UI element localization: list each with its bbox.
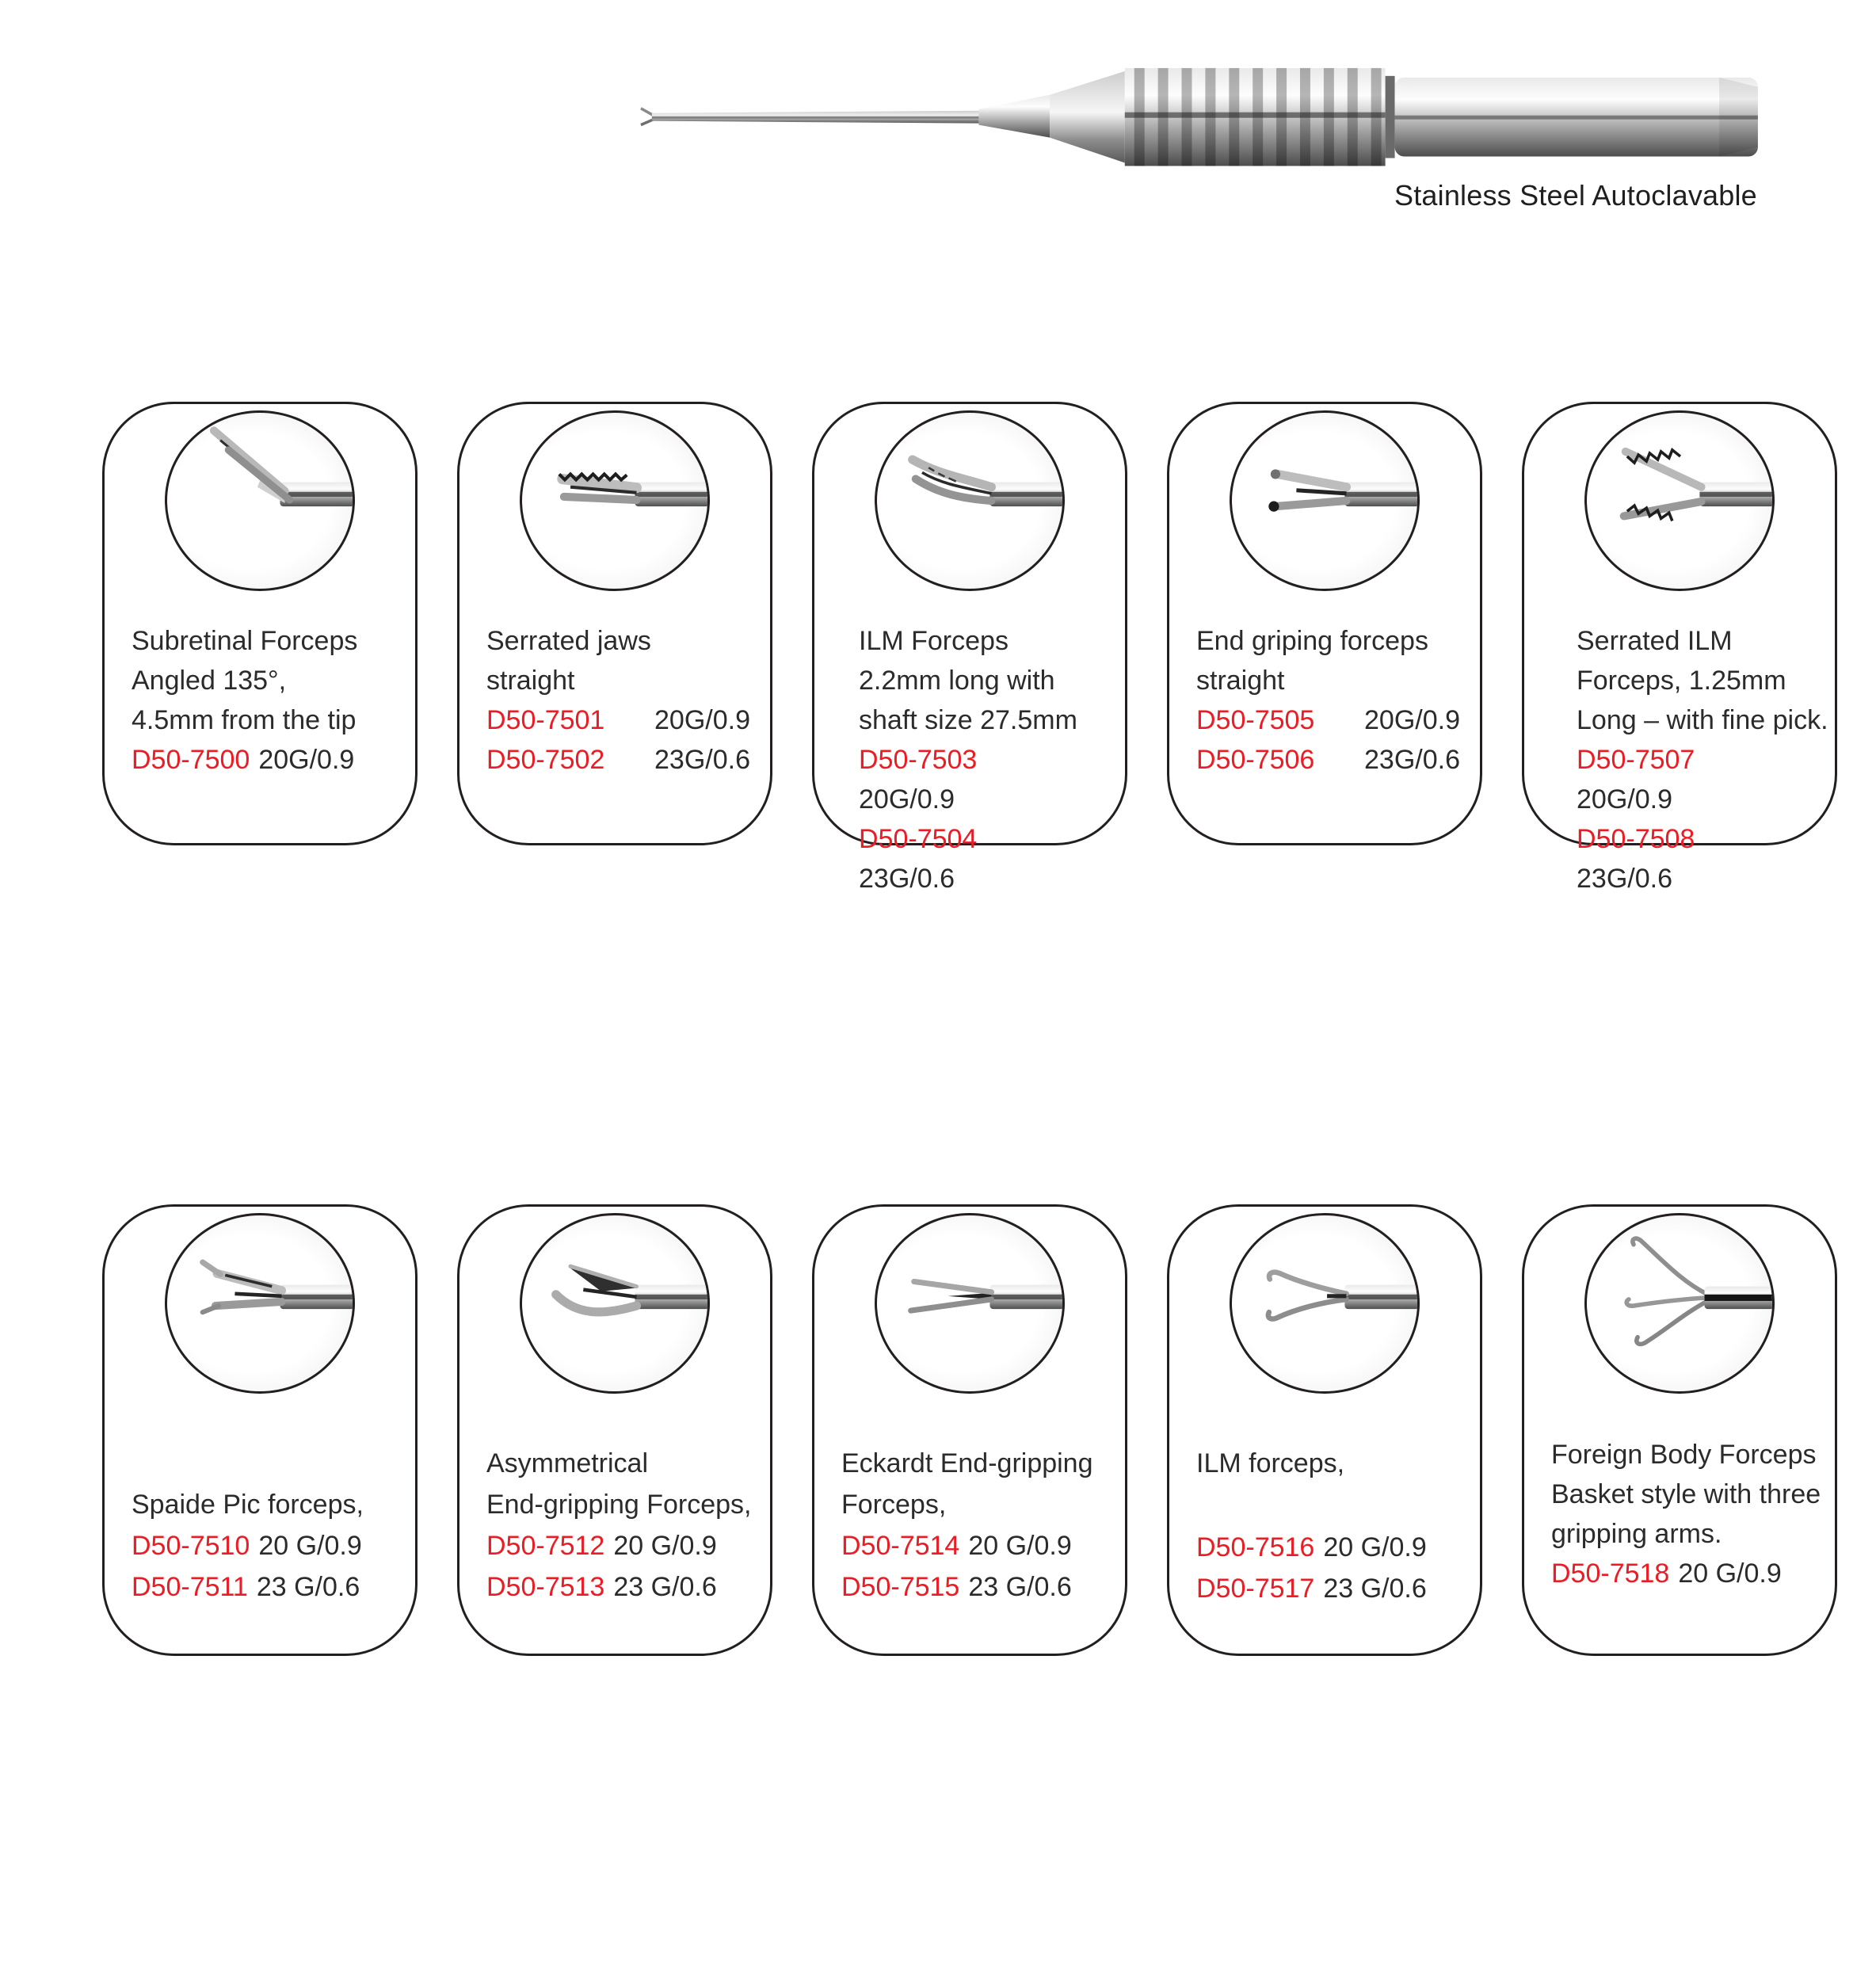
product-gauge: 23 G/0.6: [256, 1572, 360, 1602]
product-photo: [1584, 1213, 1775, 1394]
product-text: [814, 1443, 1125, 1608]
product-code-line: [841, 1525, 1117, 1566]
product-codes: [1551, 1554, 1827, 1593]
product-name: [859, 621, 1117, 740]
product-code-line: [1577, 819, 1835, 898]
product-text: [105, 621, 415, 780]
product-code-line: [132, 740, 407, 780]
product-codes: [486, 700, 762, 780]
product-codes: [132, 740, 407, 780]
product-codes: [1196, 1527, 1472, 1609]
ilm-open-tip: [1232, 1215, 1417, 1391]
product-card: [1522, 402, 1837, 894]
product-gauge: 23G/0.6: [1364, 745, 1460, 775]
product-name-line: shaft size 27.5mm: [859, 705, 1077, 735]
product-code: D50-7518: [1551, 1558, 1670, 1589]
product-name-line: Angled 135°,: [132, 666, 287, 696]
product-photo: [1230, 410, 1420, 591]
product-card: [1167, 402, 1482, 845]
ilm-curved-tip: [877, 413, 1062, 589]
product-photo: [520, 410, 710, 591]
product-code-line: [1196, 700, 1472, 740]
product-name: [1551, 1435, 1827, 1554]
product-text: [1169, 621, 1480, 780]
product-text: [1524, 1435, 1835, 1593]
product-code-line: [486, 700, 762, 740]
product-name-line: Subretinal Forceps: [132, 626, 358, 656]
product-name: [1196, 1443, 1472, 1484]
product-code-line: [1196, 1568, 1472, 1609]
basket-tip: [1587, 1215, 1772, 1391]
product-code: D50-7507: [1577, 745, 1695, 775]
product-codes: [486, 1525, 762, 1608]
product-gauge: 20G/0.9: [258, 745, 355, 775]
product-text: [814, 621, 1125, 898]
product-name-line: gripping arms.: [1551, 1519, 1722, 1549]
product-card: [457, 1204, 772, 1656]
product-code: D50-7502: [486, 745, 605, 775]
product-code: D50-7504: [859, 824, 978, 854]
product-name-line: straight: [486, 666, 575, 696]
product-photo: [165, 410, 355, 591]
product-gauge: 20 G/0.9: [613, 1531, 717, 1561]
product-gauge: 20G/0.9: [1364, 705, 1460, 735]
product-gauge: 20 G/0.9: [1323, 1532, 1427, 1562]
product-name-line: End griping forceps: [1196, 626, 1428, 656]
product-codes: [1577, 740, 1835, 898]
product-name-line: 2.2mm long with: [859, 666, 1055, 696]
product-gauge: 23 G/0.6: [613, 1572, 717, 1602]
product-photo: [1584, 410, 1775, 591]
product-code: D50-7511: [132, 1572, 248, 1602]
product-photo: [165, 1213, 355, 1394]
product-name: [486, 621, 762, 700]
forceps-handle-illustration: [630, 46, 1771, 181]
serrated-straight-tip: [522, 413, 707, 589]
product-codes: [859, 740, 1117, 898]
product-text: [105, 1443, 415, 1608]
product-gauge: 23G/0.6: [1577, 864, 1672, 894]
product-text: [1169, 1443, 1480, 1609]
product-code: D50-7510: [132, 1531, 250, 1561]
product-name-line: Asymmetrical: [486, 1448, 649, 1478]
product-name: [486, 1443, 762, 1525]
product-name-line: Eckardt End-gripping: [841, 1448, 1093, 1478]
product-name-line: Long – with fine pick.: [1577, 705, 1828, 735]
end-gripping-straight-tip: [1232, 413, 1417, 589]
product-code: D50-7503: [859, 745, 978, 775]
product-code-line: [859, 819, 1117, 898]
product-code-line: [1577, 740, 1835, 819]
subretinal-angled-tip: [167, 413, 353, 589]
product-code: D50-7512: [486, 1531, 605, 1561]
product-gauge: 20G/0.9: [1577, 784, 1672, 815]
product-photo: [1230, 1213, 1420, 1394]
product-name-line: straight: [1196, 666, 1285, 696]
product-code-line: [859, 740, 1117, 819]
product-gauge: 20G/0.9: [859, 784, 955, 815]
product-code: D50-7513: [486, 1572, 605, 1602]
product-card: [457, 402, 772, 845]
product-code-line: [132, 1525, 407, 1566]
product-name-line: ILM forceps,: [1196, 1448, 1345, 1478]
product-card: [102, 402, 418, 845]
product-name: [132, 1443, 407, 1525]
product-gauge: 20 G/0.9: [258, 1531, 362, 1561]
product-gauge: 23G/0.6: [859, 864, 955, 894]
product-name-line: 4.5mm from the tip: [132, 705, 357, 735]
product-card: [812, 1204, 1127, 1656]
product-gauge: 23G/0.6: [654, 745, 750, 775]
product-code-line: [1196, 740, 1472, 780]
instrument-caption: Stainless Steel Autoclavable: [1394, 179, 1757, 212]
instrument-illustration: [630, 46, 1771, 182]
product-name-line: Spaide Pic forceps,: [132, 1490, 364, 1520]
product-gauge: 23 G/0.6: [1323, 1574, 1427, 1604]
asymmetrical-tip: [522, 1215, 707, 1391]
product-text: [459, 621, 770, 780]
product-code-line: [1196, 1527, 1472, 1568]
serrated-ilm-tip: [1587, 413, 1772, 589]
product-code-line: [841, 1566, 1117, 1608]
product-card: [812, 402, 1127, 894]
product-text: [1524, 621, 1835, 898]
product-code: D50-7515: [841, 1572, 960, 1602]
product-code-line: [486, 1566, 762, 1608]
product-name-line: Serrated jaws: [486, 626, 651, 656]
product-name-line: Serrated ILM: [1577, 626, 1733, 656]
product-card: [1522, 1204, 1837, 1656]
product-code: D50-7514: [841, 1531, 960, 1561]
product-code: D50-7508: [1577, 824, 1695, 854]
product-name-line: ILM Forceps: [859, 626, 1009, 656]
product-photo: [875, 410, 1065, 591]
product-name-line: Forceps,: [841, 1490, 947, 1520]
product-name: [1196, 621, 1472, 700]
product-name-line: End-gripping Forceps,: [486, 1490, 752, 1520]
product-code-line: [486, 740, 762, 780]
product-card: [1167, 1204, 1482, 1656]
product-code-line: [132, 1566, 407, 1608]
product-name: [132, 621, 407, 740]
product-gauge: 23 G/0.6: [968, 1572, 1072, 1602]
product-name: [841, 1443, 1117, 1525]
product-name-line: Foreign Body Forceps: [1551, 1440, 1817, 1470]
product-photo: [875, 1213, 1065, 1394]
product-text: [459, 1443, 770, 1608]
product-card: [102, 1204, 418, 1656]
product-code: D50-7506: [1196, 745, 1315, 775]
spaide-pic-tip: [167, 1215, 353, 1391]
product-gauge: 20 G/0.9: [968, 1531, 1072, 1561]
eckardt-tip: [877, 1215, 1062, 1391]
product-codes: [841, 1525, 1117, 1608]
product-gauge: 20G/0.9: [654, 705, 750, 735]
product-codes: [1196, 700, 1472, 780]
product-codes: [132, 1525, 407, 1608]
product-name: [1577, 621, 1835, 740]
product-code: D50-7505: [1196, 705, 1315, 735]
product-photo: [520, 1213, 710, 1394]
product-code: D50-7501: [486, 705, 605, 735]
product-name-line: Forceps, 1.25mm: [1577, 666, 1786, 696]
product-code: D50-7516: [1196, 1532, 1315, 1562]
product-gauge: 20 G/0.9: [1678, 1558, 1782, 1589]
product-code-line: [1551, 1554, 1827, 1593]
product-code: D50-7500: [132, 745, 250, 775]
product-code-line: [486, 1525, 762, 1566]
product-code: D50-7517: [1196, 1574, 1315, 1604]
product-name-line: Basket style with three: [1551, 1479, 1821, 1509]
